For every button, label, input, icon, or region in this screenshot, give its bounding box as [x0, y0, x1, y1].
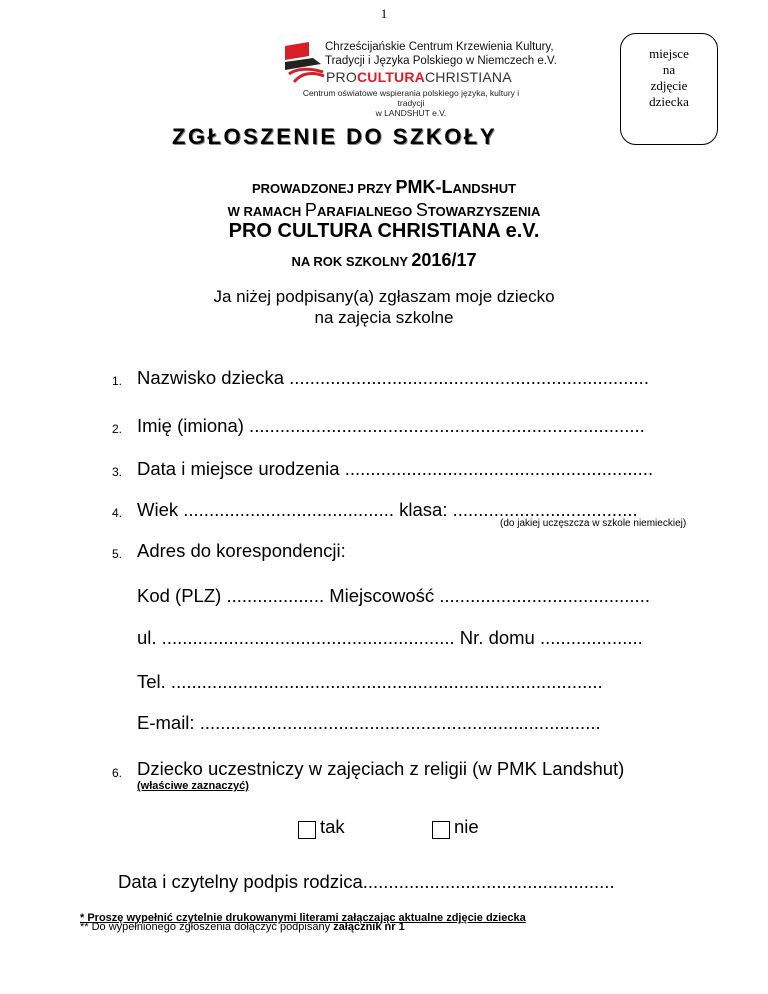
grade-note: (do jakiej uczęszcza w szkole niemieckiej) — [500, 518, 687, 529]
subtitle-text: W RAMACH — [227, 204, 305, 219]
page-number: 1 — [380, 6, 388, 21]
field-parent-signature[interactable]: Data i czytelny podpis rodzica................................................. — [118, 871, 615, 892]
intro-line: na zajęcia szkolne — [314, 308, 454, 327]
subtitle-year — [0, 250, 768, 271]
intro-line: Ja niżej podpisany(a) zgłaszam moje dziecko — [213, 287, 555, 306]
brand-swoosh-icon — [292, 70, 326, 86]
brand-pro: PRO — [326, 69, 357, 85]
field-birth-date-place[interactable]: Data i miejsce urodzenia ............................................................ — [137, 458, 654, 479]
item-number: 5. — [112, 547, 123, 561]
intro-text — [0, 286, 768, 328]
photo-label-line: dziecka — [649, 94, 689, 109]
field-email[interactable]: E-mail: .............................................................................. — [137, 712, 601, 733]
item-number: 2. — [112, 422, 123, 436]
subtitle-text: PMK-L — [395, 177, 453, 197]
item-number: 1. — [112, 374, 123, 388]
footnote-2-attachment: załącznik nr 1 — [333, 921, 405, 933]
org-name-line: Chrześcijańskie Centrum Krzewienia Kultury, — [325, 41, 554, 53]
item-number: 6. — [112, 766, 123, 780]
field-phone[interactable]: Tel. .................................................................................... — [137, 671, 603, 692]
field-age-grade[interactable]: Wiek ......................................... klasa: .................................... — [137, 499, 638, 520]
photo-placeholder — [620, 33, 718, 145]
option-no-label: nie — [454, 816, 479, 837]
subtitle-text: PROWADZONEJ PRZY — [251, 181, 396, 196]
subtitle-text: ANDSHUT — [452, 181, 517, 196]
photo-label-line: na — [662, 62, 676, 77]
subtitle-text: NA ROK SZKOLNY — [291, 254, 412, 269]
photo-label-line: miejsce — [649, 46, 689, 61]
brand-name — [326, 69, 512, 85]
checkbox-yes[interactable] — [298, 821, 316, 839]
footnote-2 — [80, 921, 405, 933]
religion-note: (właściwe zaznaczyć) — [137, 780, 249, 792]
org-description-line: w LANDSHUT e.V. — [375, 108, 447, 118]
item-number: 3. — [112, 465, 123, 479]
subtitle-org: PRO CULTURA CHRISTIANA e.V. — [228, 220, 540, 242]
org-name-line: Tradycji i Języka Polskiego w Niemczech e.V. — [325, 55, 557, 67]
subtitle-text: TOWARZYSZENIA — [427, 204, 541, 219]
subtitle-text: 2016/17 — [411, 250, 477, 270]
field-child-surname[interactable]: Nazwisko dziecka ...................................................................... — [137, 367, 649, 388]
item-number: 4. — [112, 506, 123, 520]
org-description — [291, 88, 531, 118]
footnote-1: * Proszę wypełnić czytelnie drukowanymi literami załączając aktualne zdjęcie dziecka — [80, 912, 526, 924]
org-name — [325, 40, 557, 68]
field-child-first-name[interactable]: Imię (imiona) ............................................................................. — [137, 415, 645, 436]
checkbox-no[interactable] — [432, 821, 450, 839]
brand-christiana: CHRISTIANA — [424, 69, 512, 85]
subtitle-line-1 — [0, 177, 768, 198]
field-postal-city[interactable]: Kod (PLZ) ................... Miejscowość ......................................... — [137, 585, 650, 606]
field-street-house[interactable]: ul. ......................................................... Nr. domu .................... — [137, 627, 643, 648]
form-title: ZGŁOSZENIE DO SZKOŁY — [172, 124, 498, 149]
org-description-line: Centrum oświatowe wspierania polskiego języka, kultury i tradycji — [302, 88, 520, 108]
religion-question: Dziecko uczestniczy w zajęciach z religii (w PMK Landshut) — [137, 758, 625, 779]
option-yes-label: tak — [320, 816, 345, 837]
footnote-2-text: ** Do wypełnionego zgłoszenia dołączyć podpisany — [80, 921, 334, 933]
address-heading: Adres do korespondencji: — [137, 540, 346, 561]
photo-label-line: zdjęcie — [650, 78, 688, 93]
subtitle-text: P — [304, 200, 317, 220]
subtitle-text: S — [415, 200, 428, 220]
subtitle-line-2 — [0, 200, 768, 221]
subtitle-text: ARAFIALNEGO — [316, 204, 416, 219]
brand-cultura: CULTURA — [356, 69, 425, 85]
